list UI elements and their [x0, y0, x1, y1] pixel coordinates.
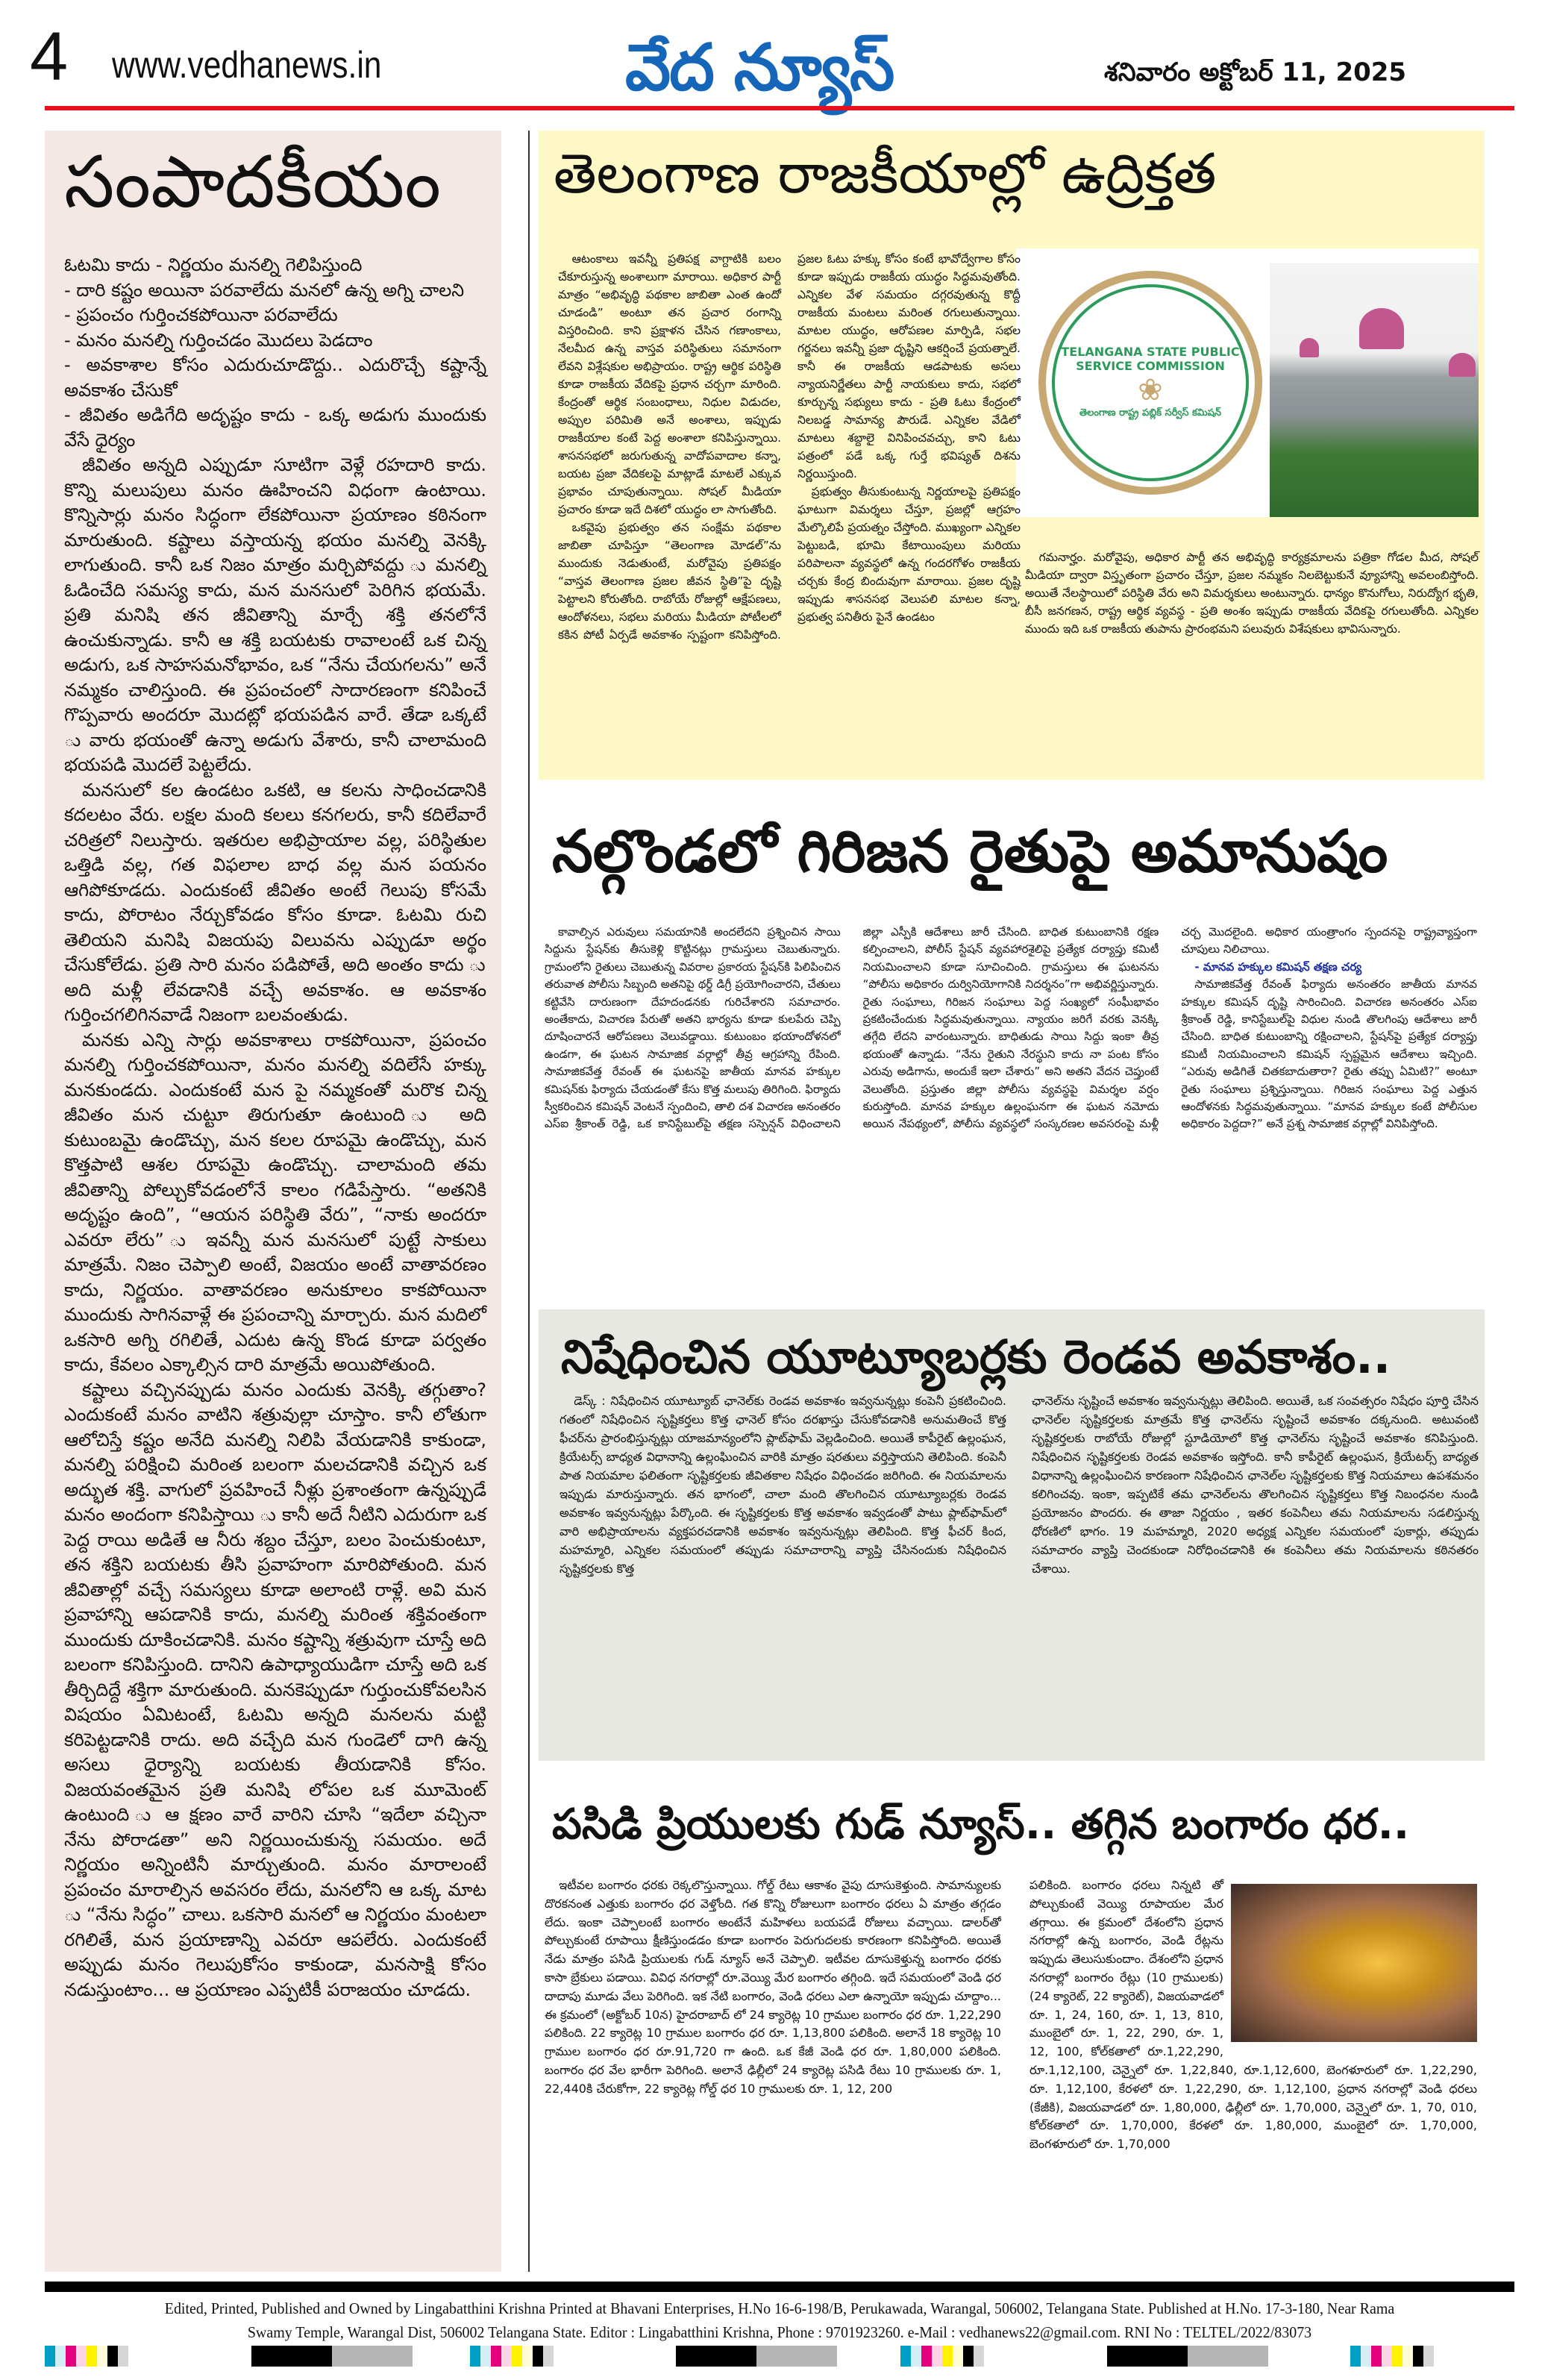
article-paragraph: ఒకవైపు ప్రభుత్వం తన సంక్షేమ పథకాల జాబితా చూపిస్తూ “తెలంగాణ మోడల్”ను ముందుకు నెడుతుంటే, మరోవైపు ప్రతిపక్షం “వాస్తవ తెలంగాణ ప్రజల జీవన స్థితి”పై దృష్టి పెట్టాలని కోరుతోంది. రాబోయే రోజుల్లో ఆక్షేపణలు, ఆందోళనలు, సభలు మరియు మీడియా పోటీలలో కకిన పోటీ ఏర్పడే అవకాశం స్పష్టంగా కనిపిస్తోంది. ప్రజల ఓటు హక్కు కోసం కంటే భావోద్వేగాల కోసం కూడా ఇప్పుడు రాజకీయ యుద్ధం సిద్ధమవుతోంది. ఎన్నికల వేళ సమయం దగ్గరవుతున్న కొద్దీ రాజకీయ మంటలు మరింత రగులుతున్నాయి. మాటల యుద్ధం, ఆరోపణల మార్పిడి, సభల గర్జనలు ఇవన్నీ ప్రజా దృష్టిని ఆకర్షించే ప్రయత్నాలే. కానీ ఈ రాజకీయ ఆడపాటకు అసలు న్యాయనిర్ణేతలు పార్టీ నాయకులు కాదు, సభలో కూర్చున్న సభ్యులు కాదు - ప్రతి ఓటు కేంద్రంలో నిలబడ్డ సామాన్య పౌరుడే. ఎన్నికల వేడిలో మాటలు శబ్దాలై వినిపించవచ్చు, కాని ఓటు పత్రంలో పడే ఒక్క గుర్తే భవిష్యత్ దిశను నిర్ణయిస్తుంది.: [558, 252, 1021, 642]
color-registration-mark: [45, 2346, 128, 2367]
imprint-text: Swamy Temple, Warangal Dist, 506002 Telangana State. Editor : Lingabatthini Krishna, Phone : 9701923260. e-Mail : vedhanews22@gmail.com. RNI No : TELTEL/2022/83073: [247, 2323, 1312, 2341]
editorial-paragraph: జీవితం అన్నది ఎప్పుడూ సూటిగా వెళ్లే రహదారి కాదు. కొన్ని మలుపులు మనం ఊహించని విధంగా ఉంటాయి. కొన్నిసార్లు మనం సిద్ధంగా లేకపోయినా ప్రయాణం కఠినంగా మారుతుంది. కష్టాలు వస్తాయన్న భయం మనల్ని వెనక్కి లాగుతుంది. కానీ ఒక నిజం మాత్రం మర్చిపోవద్దు ు మనల్ని ఓడించేది సమస్య కాదు, మన మనసులో పెరిగిన భయమే. ప్రతి మనిషి తన జీవితాన్ని మార్చే శక్తి తనలోనే ఉంచుకున్నాడు. కానీ ఆ శక్తి బయటకు రావాలంటే ఒక చిన్న అడుగు, ఒక సాహసమనోభావం, ఒక “నేను చేయగలను” అనే నమ్మకం చాలిస్తుంది. ఈ ప్రపంచంలో సాదారణంగా కనిపించే గొప్పవారు అందరూ మొదట్లో భయపడిన వారే. తేడా ఒక్కటే ు వారు భయంతో ఉన్నా అడుగు వేశారు, కానీ చాలామంది భయపడి మొదలే పెట్టలేదు.: [64, 454, 486, 776]
emblem-text-telugu: తెలంగాణ రాష్ట్ర పబ్లిక్ సర్వీస్ కమిషన్: [1079, 407, 1221, 419]
density-bar: [1107, 2346, 1268, 2367]
editorial-point: - ప్రపంచం గుర్తించకపోయినా పరవాలేదు: [64, 304, 338, 326]
masthead-logo: వేద న్యూస్: [625, 31, 894, 105]
color-registration-mark: [900, 2346, 984, 2367]
editorial-paragraph: కష్టాలు వచ్చినప్పుడు మనం ఎందుకు వెనక్కి తగ్గుతాం? ఎందుకంటే మనం వాటిని శత్రువుల్లా చూస్తాం. కానీ లోతుగా ఆలోచిస్తే కష్టం అనేది మనల్ని నిలిపి వేయడానికి కాకుండా, మనల్ని పరిక్షించి మరింత బలంగా మలచడానికి వచ్చిన ఒక అద్భుత శక్తి. వాగులో ప్రవహించే నీళ్లు ప్రశాంతంగా ఉన్నప్పుడే మనం అందంగా కనిపిస్తాయి ు కానీ అదే నీటిని ఎదురుగా ఒక పెద్ద రాయి అడితే ఆ నీరు శబ్దం చేస్తూ, బలం పెంచుకుంటూ, తన శక్తిని బయటకు తీసి ప్రవాహంగా మారిపోతుంది. మన జీవితాల్లో వచ్చే సమస్యలు కూడా అలాంటి రాళ్లే. అవి మన ప్రవాహాన్ని ఆపడానికి కాదు, మనల్ని మరింత శక్తివంతంగా ముందుకు దూకించడానికి. మనం కష్టాన్ని శత్రువుగా చూస్తే అది బలంగా కనిపిస్తుంది. దానిని ఉపాధ్యాయుడిగా చూస్తే అది ఒక తీర్చిదిద్దే శక్తిగా మారుతుంది. మనకెప్పుడూ గుర్తుంచుకోవలసిన విషయం ఏమిటంటే, ఓటమి అన్నది మనలను మట్టి కరిపెట్టడానికి రాదు. అది వచ్చేది మన గుండెలో దాగి ఉన్న అసలు ధైర్యాన్ని బయటకు తీయడానికి కోసం. విజయవంతమైన ప్రతి మనిషి లోపల ఒక మూమెంట్ ఉంటుంది ు ఆ క్షణం వారే వారిని చూసి “ఇదేలా వచ్చినా నేను పోరాడతా” అని నిర్ణయించుకున్న సమయం. అదే నిర్ణయం అన్నింటినీ మార్చుతుంది. మనం మారాలంటే ప్రపంచం మారాల్సిన అవసరం లేదు, మనలోని ఆ ఒక్క మాట ు “నేను సిద్ధం” చాలు. ఒకసారి మనలో ఆ నిర్ణయం మంటలా రగిలితే, మన ప్రయాణాన్ని ఎవరూ ఆపలేరు. ఎందుకంటే అప్పుడు మనం గెలుపుకోసం కాకుండా, మనసాక్షి కోసం నడుస్తుంటాం... ఆ ప్రయాణం ఎప్పటికీ పరాజయం చూడదు.: [64, 1379, 486, 2000]
color-registration-mark: [470, 2346, 554, 2367]
article-body: [560, 1391, 1479, 1750]
page-number: 4: [30, 19, 69, 95]
article-paragraph: ప్రభుత్వం తీసుకుంటున్న నిర్ణయాలపై ప్రతిపక్షం ఘాటుగా విమర్శలు చేస్తూ, ప్రజల్లో ఆగ్రహం మేల్కొలిపే ప్రయత్నం చేస్తోంది. ముఖ్యంగా ఎన్నికల పెట్టుబడి, భూమి కేటాయింపులు మరియు పరిపాలనా వ్యవస్థలో ఉన్న గందరగోళం రాజకీయ చర్చకు కేంద్ర బిందువుగా మారాయి. ప్రజల దృష్టి ఇప్పుడు శాసనసభ వెలుపలి మాటల కన్నా, ప్రభుత్వ పనితీరు పైనే ఉండటం: [797, 485, 1021, 624]
gold-jewellery-photo: [1231, 1884, 1477, 2042]
editorial-points: [64, 253, 486, 453]
high-court-photo: [1270, 263, 1479, 517]
footer-rule: [45, 2282, 1514, 2292]
website-url[interactable]: www.vedhanews.in: [112, 44, 382, 86]
article-subhead: - మానవ హక్కుల కమిషన్ తక్షణ చర్య: [1194, 959, 1362, 974]
imprint-line: [81, 2296, 1478, 2344]
article-paragraph: సామాజికవేత్త రేవంత్ ఫిర్యాదు అనంతరం జాతీయ మానవ హక్కుల కమిషన్ దృష్టి సారించింది. విచారణ అనంతరం ఎస్ఐ శ్రీకాంత్ రెడ్డి, కానిస్టేబుల్‌పై విధుల నుండి తొలగింపు ఆదేశాలు జారీ చేసింది. బాధిత కుటుంబాన్ని రక్షించాలని, స్టేషన్‌పై ప్రత్యేక దర్యాప్తు కమిటీ నియమించాలని కమిషన్ స్పష్టమైన ఆదేశాలు ఇచ్చింది. “ఎరువు అడిగితే చితకబాదుతారా? రైతు తప్పు ఏమిటి?” అంటూ రైతు సంఘాలు ప్రశ్నిస్తున్నాయి. గిరిజన సంఘాలు పెద్ద ఎత్తున ఆందోళనకు సిద్ధమవుతున్నాయి. “మానవ హక్కుల కంటే పోలీసుల అధికారం పెద్దదా?” అనే ప్రశ్న సామాజిక వర్గాల్లో వినిపిస్తోంది.: [1181, 977, 1477, 1131]
emblem-text: TELANGANA STATE PUBLIC SERVICE COMMISSION: [1061, 345, 1240, 373]
issue-date: శనివారం అక్టోబర్ 11, 2025: [1104, 57, 1407, 87]
density-bar: [676, 2346, 837, 2367]
article-paragraph: ఛానెల్‌ను సృష్టించే అవకాశం ఇవ్వనున్నట్లు తెలిపింది. అయితే, ఒక సంవత్సరం నిషేధం పూర్తి చేసిన ఛానెల్‌ల సృష్టికర్తలకు మాత్రమే కొత్త ఛానెల్‌ను సృష్టించే అవకాశం దక్కనుంది. అటువంటి సృష్టికర్తలకు రాబోయే రోజుల్లో స్టూడియోలో కొత్త ఛానెల్‌ను సృష్టించే అవకాశం కనిపిస్తుంది. నిషేధించిన సృష్టికర్తలకు రెండవ అవకాశం ఇస్తోంది. కానీ కాపీరైట్ ఉల్లంఘన, క్రియేటర్స్ బాధ్యత విధానాన్ని ఉల్లంఘించిన కారణంగా నిషేధించిన ఛానెల్‌ల సృష్టికర్తలకు కొత్త నియమాలు ఉపశమనం కలిగించవు. ఇంకా, ఇప్పటికే తమ ఛానెల్‌లను తొలగించిన సృష్టికర్తలు కొత్త నిబంధనల నుండి ప్రయోజనం పొందరు. ఈ తాజా నిర్ణయం , ఇతర కంపెనీలు తమ నియమాలను సడలిస్తున్న ధోరణిలో భాగం. 19 మహమ్మారి, 2020 అధ్యక్ష ఎన్నికల సమయంలో పుకార్లు, తప్పుడు సమాచారం వ్యాప్తి చెందకుండా నిరోధించడానికి ఈ కంపెనీలు తమ నియమాలను కఠినతరం చేశాయి.: [1032, 1394, 1479, 1576]
editorial-paragraph: మనకు ఎన్ని సార్లు అవకాశాలు రాకపోయినా, ప్రపంచం మనల్ని గుర్తించకపోయినా, మనం మనల్ని వదిలేసే హక్కు మనకుండదు. ఎందుకంటే మన పై నమ్మకంతో మరొక చిన్న జీవితం మన చుట్టూ తిరుగుతూ ఉంటుంది ు అది కుటుంబమై ఉండొచ్చు, మన కలల రూపమై ఉండొచ్చు, మన కొత్తపాటి ఆశల రూపమై ఉండొచ్చు. చాలామంది తమ జీవితాన్ని పోల్చుకోవడంలోనే కాలం గడిపేస్తారు. “అతనికి అదృష్టం ఉంది”, “ఆయన పరిస్థితి వేరు”, “నాకు అందరూ ఎవరూ లేరు” ు ఇవన్నీ మన మనసులో పుట్టే సాకులు మాత్రమే. నిజం చెప్పాలి అంటే, విజయం అంటే వాతావరణం కాదు, నిర్ణయం. వాతావరణం అనుకూలం కాకపోయినా ముందుకు సాగినవాళ్లే ఈ ప్రపంచాన్ని మార్చారు. మన మదిలో ఒకసారి అగ్ని రగిలితే, ఎదుట ఉన్న కొండ కూడా పర్వతం కాదు, కేవలం ఎక్కాల్సిన దారి మాత్రమే అయిపోతుంది.: [64, 1029, 486, 1376]
article-body: [558, 250, 1021, 772]
article-paragraph: ఆటంకాలు ఇవన్నీ ప్రతిపక్ష వాగ్దాటికి బలం చేకూరుస్తున్న అంశాలుగా మారాయి. అధికార పార్టీ మాత్రం “అభివృద్ధి పథకాల జాబితా ఎంత ఉందో చూడండి” అంటూ తన ప్రచార రంగాన్ని విస్తరించింది. కాని ప్రక్షాళన చేసిన గణాంకాలు, నేలమీద ఉన్న వాస్తవ పరిస్థితులు సమానంగా లేవని విశ్లేషకుల అభిప్రాయం. రాష్ట్ర ఆర్థిక పరిస్థితి కూడా రాజకీయ వేదికపై ప్రధాన చర్చగా మారింది. కేంద్రంతో ఆర్థిక సంబంధాలు, నిధుల విడుదల, అప్పుల పరిమితి అనే అంశాలు, ఇప్పుడు రాజకీయాల కంటే పెద్ద అంశాలా కనిపిస్తున్నాయి. శాసనసభలో జరుగుతున్న వాదోపవాదాల కన్నా, బయట ప్రజా వేదికలపై మాట్లాడే మాటలే ఎక్కువ ప్రభావం చూపుతున్నాయి. సోషల్ మీడియా ప్రచారం కూడా ఇదే దిశలో యుద్ధం లా సాగుతోంది.: [558, 252, 781, 516]
article-paragraph: పలికింది. బంగారం ధరలు నిన్నటి తో పోల్చుకుంటే వెయ్యి రూపాయల మేర తగ్గాయి. ఈ క్రమంలో దేశంలోని ప్రధాన నగరాల్లో ఉన్న బంగారం, వెండి రేట్లను ఇప్పుడు తెలుసుకుందాం. దేశంలోని ప్రధాన నగరాల్లో బంగారం రేట్లు (10 గ్రాములకు) (24 క్యారెట్, 22 క్యారెట్), విజయవాడలో రూ. 1, 24, 160, రూ. 1, 13, 810, ముంబైలో రూ. 1, 22, 290, రూ. 1, 12, 100, కోల్‌కతాలో రూ.1,22,290, రూ.1,12,100, చెన్నైలో రూ. 1,22,840, రూ.1,12,600, బెంగళూరులో రూ. 1,22,290, రూ. 1,12,100, కేరళలో రూ. 1,22,290, రూ. 1,12,100, ప్రధాన నగరాల్లో వెండి ధరలు (కేజీకి), విజయవాడలో రూ. 1,80,000, ఢిల్లీలో రూ. 1,70,000, చెన్నైలో రూ. 1, 70, 010, కోల్‌కతాలో రూ. 1,70,000, కేరళలో రూ. 1,80,000, ముంబైలో రూ. 1,70,000, బెంగళూరులో రూ. 1,70,000: [1029, 1878, 1477, 2152]
article-paragraph: డెస్క్ : నిషేధించిన యూట్యూబ్ ఛానెల్‌కు రెండవ అవకాశం ఇవ్వనున్నట్లు కంపెనీ ప్రకటించింది. గతంలో నిషేధించిన సృష్టికర్తలు కొత్త ఛానెల్ కోసం దరఖాస్తు చేసుకోవడానికి అనుమతించే కొత్త ఫీచర్‌ను ప్రారంభిస్తున్నట్లు యాజమాన్యంలోని ప్లాట్‌ఫామ్ వెల్లడించింది. అయితే కాపీరైట్ ఉల్లంఘన, క్రియేటర్స్ బాధ్యత విధానాన్ని ఉల్లంఘించిన వారికి మాత్రం షరతులు వర్తిస్తాయని తెలిపింది. కంపెనీ పాత నియమాల ఫలితంగా సృష్టికర్తలకు జీవితకాల నిషేధం విధించడం జరిగింది. ఈ నియమాలను ఇప్పుడు మారుస్తున్నారు. తన భాగంలో, చాలా మంది తొలగించిన యూట్యూబర్లకు రెండవ అవకాశం ఇవ్వనున్నట్లు పేర్కొంది. ఈ సృష్టికర్తలకు కొత్త అవకాశం ఇవ్వడంతో పాటు ప్లాట్‌ఫామ్‌లో వారి అభిప్రాయాలను వ్యక్తపరచడానికి అవకాశం ఇవ్వనున్నట్లు తెలిపింది. కొత్త ఫీచర్ కింద, మహమ్మారి, ఎన్నికల సమయంలో తప్పుడు సమాచారాన్ని వ్యాప్తి చేసినందుకు నిషేధించిన సృష్టికర్తలకు కొత్త: [560, 1394, 1006, 1576]
editorial-point: - దారి కష్టం అయినా పరవాలేదు మనలో ఉన్న అగ్ని చాలని: [64, 279, 465, 301]
editorial-point: - మనం మనల్ని గుర్తించడం మొదలు పెడదాం: [64, 329, 373, 351]
article-paragraph: ఇటీవల బంగారం ధరకు రెక్కలొస్తున్నాయి. గోల్డ్ రేటు ఆకాశం వైపు దూసుకెళ్తుంది. సామాన్యులకు దొరకనంత ఎత్తుకు బంగారం ధర వెళ్తోంది. గత కొన్ని రోజులుగా బంగారం ధరలు ఏ మాత్రం తగ్గడం లేదు. ఇంకా చెప్పాలంటే బంగారం అంటేనే మహిళలు బయపడే రోజులు వచ్చాయి. డాలర్‌తో పోల్చుకుంటే రూపాయి క్షీణిస్తుండడం కూడా బంగారం పెరుగుదలకు కారణంగా కనిపిస్తోంది. అయితే నేడు మాత్రం పసిడి ప్రియులకు గుడ్ న్యూస్ అనే చెప్పాలి. ఇటీవల దూసుకెళ్తున్న బంగారం ధరకు కాసా బ్రేకులు పడాయి. వివిధ నగరాల్లో రూ.వెయ్యి మేర బంగారం తగ్గింది. ఇదే సమయంలో వెండి ధర దాదాపు మూడు వేలు పెరిగింది. ఇక నేటి బంగారం, వెండి ధరలు ఎలా ఉన్నాయో ఇప్పుడు చూద్దాం... ఈ క్రమంలో (అక్టోబర్ 10న) హైదరాబాద్ లో 24 క్యారెట్ల 10 గ్రాముల బంగారం ధర రూ. 1,22,290 పలికింది. 22 క్యారెట్ల 10 గ్రాముల బంగారం ధర రూ. 1,13,800 పలికింది. అలానే 18 క్యారెట్ల 10 గ్రాముల బంగారం ధర రూ.91,720 గా ఉంది. ఒక కేజీ వెండి ధర రూ. 1,80,000 పలికింది. బంగారం ధర వేల భారీగా పెరిగింది. అలానే ఢిల్లీలో 24 క్యారెట్ల పసిడి రేటు 10 గ్రాములకు రూ. 1, 22,440కి చేరుకోగా, 22 క్యారెట్ల గోల్డ్ ధర 10 గ్రాములకు రూ. 1, 12, 200: [545, 1878, 1001, 2096]
emblem-icon: ❀: [1138, 373, 1163, 407]
color-registration-mark: [1350, 2346, 1434, 2367]
editorial-point: - అవకాశాల కోసం ఎదురుచూడొద్దు.. ఎదురొచ్చే కష్టాన్నే అవకాశం చేసుకో: [64, 354, 486, 401]
editorial-point: ఓటమి కాదు - నిర్ణయం మనల్ని గెలిపిస్తుంది: [64, 254, 363, 276]
column-divider: [528, 131, 530, 2272]
article-paragraph: కావాల్సిన ఎరువులు సమయానికి అందలేదని ప్రశ్నించిన సాయి సిద్దును స్టేషన్‌కు తీసుకెళ్లి కొట్టినట్లు గ్రామస్తులు చెబుతున్నారు. గ్రామంలోని రైతులు చెబుతున్న వివరాల ప్రకారయ స్టేషన్‌కి పిలిపించిన తరువాత పోలీసు సిబ్బంది అతనిపై థర్డ్ డిగ్రీ ప్రయోగించారని, చేతులు కట్టివేసి దారుణంగా దేహదండనకు గురిచేశారని సమాచారం. అంతేకాదు, విచారణ పేరుతో అతని భార్యను కూడా కులపేరు చెప్పి దూషించారనే ఆరోపణలు వెలువడ్డాయి. కుటుంబం భయాందోళనలో ఉండగా, ఈ ఘటన సామాజిక వర్గాల్లో తీవ్ర ఆగ్రహాన్ని రేపింది. సామాజికవేత్త రేవంత్ ఈ ఘటనపై జాతీయ మానవ హక్కుల కమిషన్‌కు ఫిర్యాదు చేయడంతో కేసు కొత్త మలుపు తిరిగింది. ఫిర్యాదు స్వీకరించిన కమిషన్ వెంటనే స్పందించి, తాలి దశ విచారణ అనంతరం ఎస్ఐ శ్రీకాంత్ రెడ్డి, ఒక కానిస్టేబుల్‌పై తక్షణ సస్పెన్షన్ విధించాలని జిల్లా ఎస్పీకి ఆదేశాలు జారీ చేసింది. బాధిత కుటుంబానికి రక్షణ కల్పించాలని, పోలీస్ స్టేషన్ వ్యవహారశైలిపై ప్రత్యేక దర్యాప్తు కమిటీ నియమించాలని కూడా సూచించింది. గ్రామస్తులు ఈ ఘటనను “పోలీసు అధికారం దుర్వినియోగానికి నిదర్శనం”గా అభివర్ణిస్తున్నారు. రైతు సంఘాలు, గిరిజన సంఘాలు పెద్ద సంఖ్యలో సంఘీభావం ప్రకటించేందుకు సిద్ధమవుతున్నాయి. న్యాయం జరిగే వరకు వెనక్కి తగ్గేది లేదని వారంటున్నారు. బాధితుడు సాయి సిద్దు ఇంకా తీవ్ర భయంతో ఉన్నాడు. “నేను రైతుని నేరస్థుని కాదు నా పంట కోసం ఎరువు అడిగాను, అందుకే ఇలా చేశారు” అని అతని వేదన చెప్తుంటే వెలుతోంది. ప్రస్తుతం జిల్లా పోలీసు వ్యవస్థపై విమర్శల వర్షం కురుస్తోంది. మానవ హక్కుల ఉల్లంఘనగా ఈ ఘటన నమోదు అయిన నేపథ్యంలో, పోలీసు వ్యవస్థలో సంస్కరణల అవసరంపై మళ్లీ చర్చ మొదలైంది. అధికార యంత్రాంగం స్పందనపై రాష్ట్రవ్యాప్తంగా చూపులు నిలిచాయి.: [545, 925, 1477, 1131]
article-headline: నిషేధించిన యూట్యూబర్లకు రెండవ అవకాశం..: [561, 1330, 1391, 1384]
article-headline-gold: పసిడి ప్రియులకు గుడ్ న్యూస్.. తగ్గిన బంగారం ధర..: [552, 1800, 1410, 1849]
article-body-gold: [545, 1876, 1477, 2220]
editorial-column: [45, 131, 501, 2272]
density-bar: [251, 2346, 413, 2367]
article-body-nalgonda: [545, 924, 1477, 1282]
article-body-right: [1025, 548, 1479, 772]
article-images: [1016, 248, 1479, 517]
editorial-point: - జీవితం అడిగేది అదృష్టం కాదు - ఒక్క అడుగు ముందుకు వేసే ధైర్యం: [64, 404, 486, 451]
imprint-text: Edited, Printed, Published and Owned by Lingabatthini Krishna Printed at Bhavani Enterprises, H.No 16-6-198/B, Perukawada, Warangal, 506002, Telangana State. Published at H.No. 17-3-180, Near Rama: [164, 2299, 1395, 2317]
tspsc-emblem-image: [1038, 271, 1262, 495]
article-headline-nalgonda: నల్గొండలో గిరిజన రైతుపై అమానుషం: [552, 818, 1388, 886]
article-telangana-politics: [539, 131, 1485, 780]
header-rule: [45, 106, 1514, 110]
article-headline: తెలంగాణ రాజకీయాల్లో ఉద్రిక్తత: [554, 142, 1217, 206]
article-youtube: [539, 1309, 1485, 1761]
editorial-title: సంపాదకీయం: [64, 140, 442, 224]
article-paragraph: గమనార్హం. మరోవైపు, అధికార పార్టీ తన అభివృద్ధి కార్యక్రమాలను పత్రికా గోడల మీద, సోషల్ మీడియా ద్వారా విస్తృతంగా ప్రచారం చేస్తూ, ప్రజల నమ్మకం నిలబెట్టుకునే వ్యూహాన్ని అవలంబిస్తోంది. అయితే నేలస్థాయిలో పరిస్థితి వేరు అని విమర్శకులు అంటున్నారు. ధాన్యం కొనుగోలు, నిరుద్యోగ భృతి, బీసీ జనగణన, రాష్ట్ర ఆర్థిక వ్యవస్థ - ప్రతి అంశం ఇప్పుడు రాజకీయ వేదికపై రగులుతోంది. ఎన్నికల ముందు ఇది ఒక రాజకీయ తుపాను ప్రారంభమని పలువురు విశేషకులు భావిసున్నారు.: [1025, 551, 1479, 636]
editorial-paragraph: మనసులో కల ఉండటం ఒకటి, ఆ కలను సాధించడానికి కదలటం వేరు. లక్షల మంది కలలు కనగలరు, కానీ కదిలేవారే చరిత్రలో నిలుస్తారు. ఇతరుల అభిప్రాయాల వల్ల, పరిస్థితుల ఒత్తిడి వల్ల, గత విఫలాల బాధ వల్ల మన పయనం ఆగిపోకూడదు. ఎందుకంటే జీవితం అంటే గెలుపు కోసమే కాదు, పోరాటం నేర్చుకోవడం కోసం కూడా. ఓటమి రుచి తెలియని మనిషి విజయపు విలువను ఎప్పుడూ అర్థం చేసుకోలేడు. ప్రతి సారి మనం పడిపోతే, అది అంతం కాదు ు అది మళ్లీ లేవడానికి వచ్చే అవకాశం. ఆ అవకాశం గుర్తించగలిగినవాడే నిజంగా బలవంతుడు.: [64, 779, 486, 1026]
